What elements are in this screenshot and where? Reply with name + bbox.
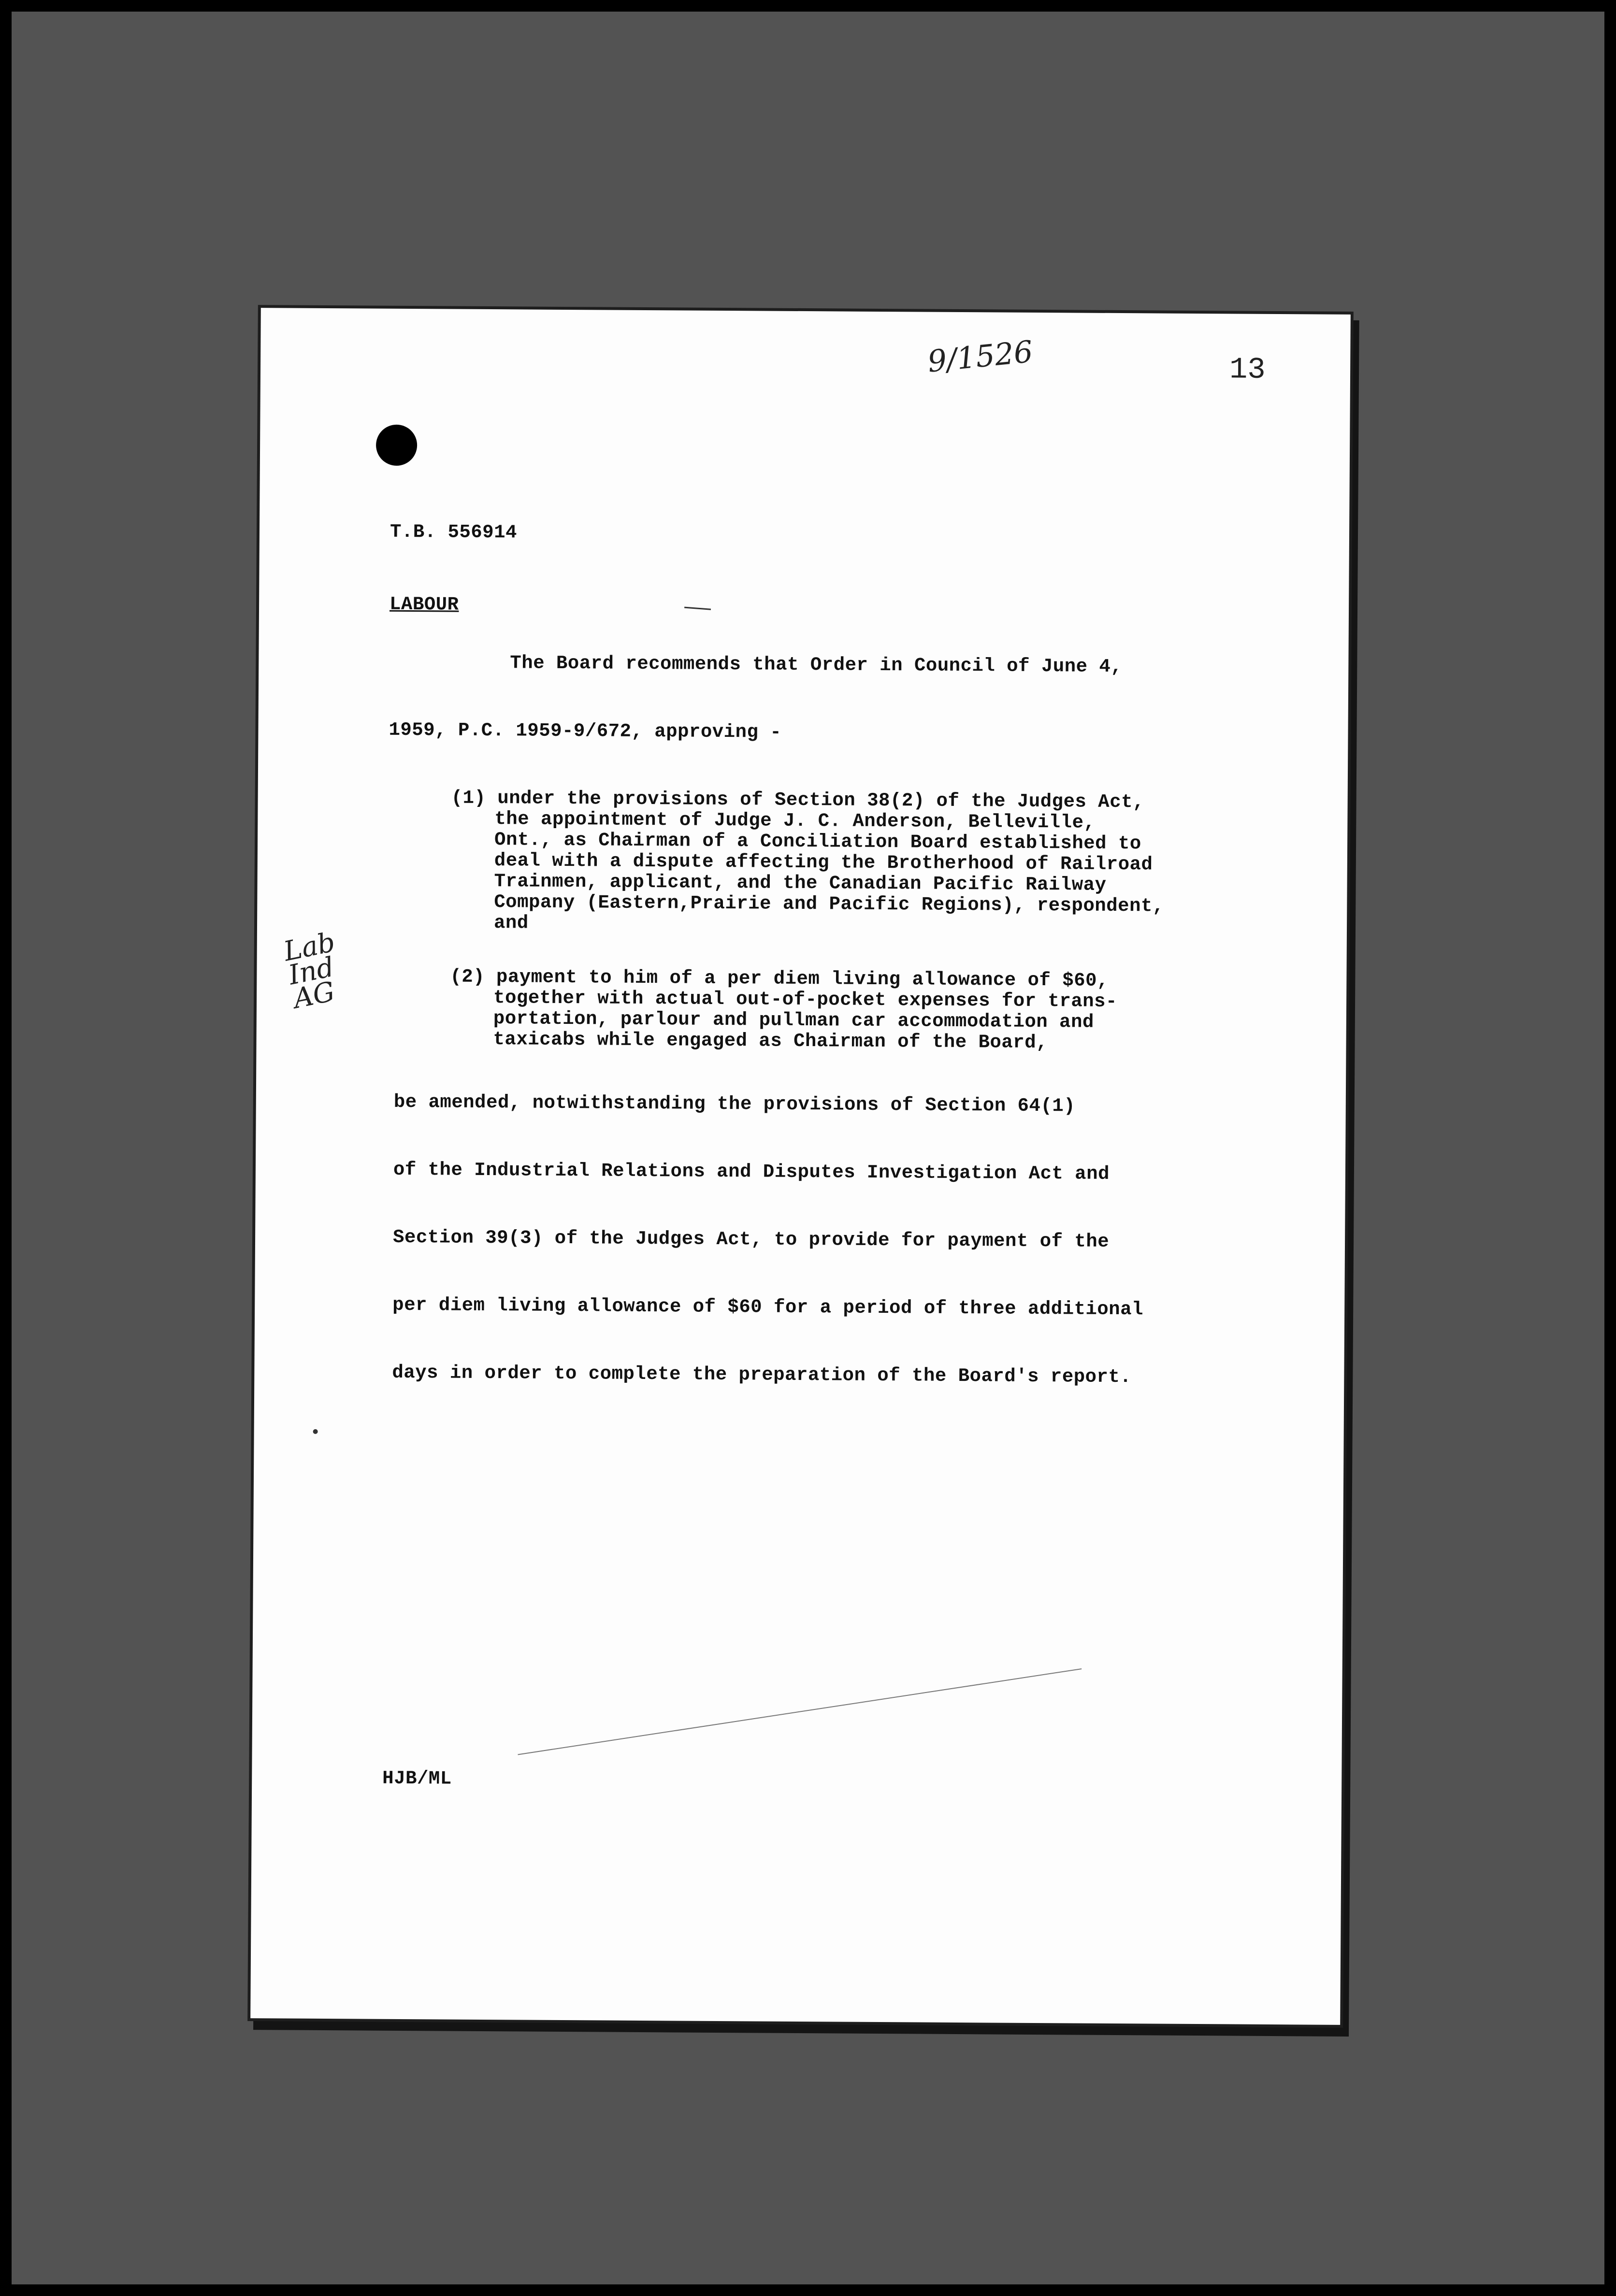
intro-line: The Board recommends that Order in Council of June 4, <box>510 652 1123 678</box>
page-number: 13 <box>1229 352 1266 387</box>
microfilm-frame <box>12 12 1604 2284</box>
item-2-line: portation, parlour and pullman car accommodation and <box>493 1008 1094 1033</box>
item-1-line: the appointment of Judge J. C. Anderson, Belleville, <box>494 808 1096 833</box>
item-1-line: Ont., as Chairman of a Conciliation Board established to <box>494 829 1141 855</box>
reference-number: T.B. 556914 <box>390 521 518 544</box>
punch-hole <box>376 425 418 466</box>
item-2-line: together with actual out-of-pocket expenses for trans- <box>493 987 1118 1012</box>
body-line: Section 39(3) of the Judges Act, to provide for payment of the <box>392 1226 1110 1252</box>
section-heading: LABOUR <box>389 593 459 616</box>
document-page <box>250 308 1351 2025</box>
pencil-mark <box>684 607 711 610</box>
body-line: of the Industrial Relations and Disputes Investigation Act and <box>393 1159 1110 1185</box>
item-1-line: (1) under the provisions of Section 38(2) of the Judges Act, <box>451 787 1144 813</box>
item-1-line: and <box>493 912 529 934</box>
intro-line: 1959, P.C. 1959-9/672, approving - <box>389 719 782 743</box>
stray-mark <box>313 1429 318 1434</box>
item-1-line: Company (Eastern,Prairie and Pacific Regions), respondent, <box>494 891 1164 917</box>
item-1-line: Trainmen, applicant, and the Canadian Pacific Railway <box>494 871 1107 896</box>
typist-initials: HJB/ML <box>382 1767 452 1790</box>
handwritten-file-note: 9/1526 <box>926 333 1035 379</box>
body-line: be amended, notwithstanding the provisions of Section 64(1) <box>393 1091 1076 1117</box>
item-2-line: taxicabs while engaged as Chairman of the Board, <box>493 1029 1048 1054</box>
handwritten-margin-note: Lab Ind AG <box>281 926 338 1015</box>
body-line: days in order to complete the preparation of the Board's report. <box>392 1362 1132 1388</box>
pencil-line <box>518 1668 1082 1755</box>
body-line: per diem living allowance of $60 for a period of three additional <box>392 1294 1144 1320</box>
item-2-line: (2) payment to him of a per diem living allowance of $60, <box>450 966 1109 991</box>
item-1-line: deal with a dispute affecting the Brotherhood of Railroad <box>494 850 1153 875</box>
